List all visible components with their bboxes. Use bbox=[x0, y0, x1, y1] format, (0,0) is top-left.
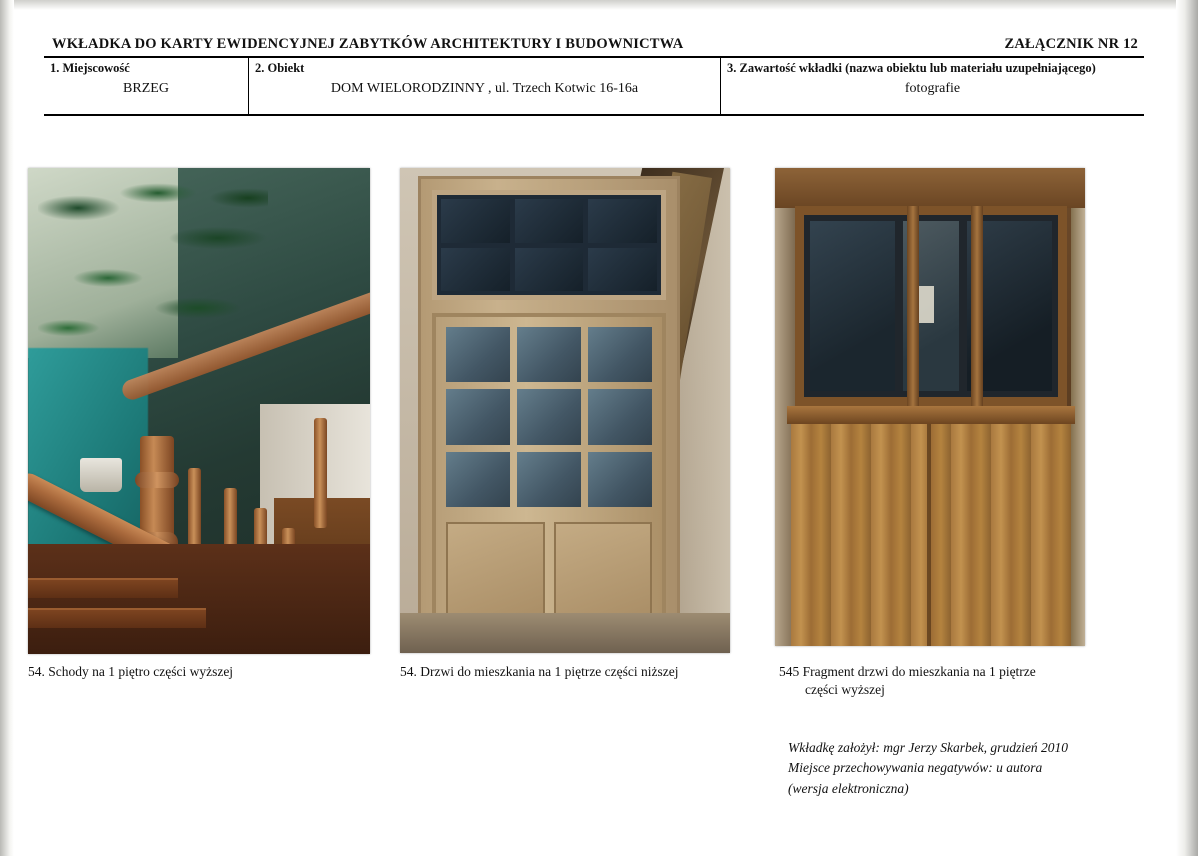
footer-line-version: (wersja elektroniczna) bbox=[788, 780, 909, 796]
window-mullion bbox=[907, 206, 919, 406]
caption-apartment-door: 54. Drzwi do mieszkania na 1 piętrze części niższej bbox=[400, 664, 679, 679]
door-lower-panels bbox=[446, 522, 652, 624]
door-leaf bbox=[432, 313, 666, 635]
baluster bbox=[314, 418, 327, 528]
door-pane bbox=[446, 389, 510, 444]
footer-line-negatives: Miejsce przechowywania negatywów: u autora bbox=[788, 760, 1043, 776]
caption-door-fragment-line2: części wyższej bbox=[805, 682, 885, 698]
door-transom-window bbox=[432, 190, 666, 300]
apartment-door-photo bbox=[400, 168, 730, 653]
annex-number: ZAŁĄCZNIK NR 12 bbox=[1004, 36, 1138, 52]
transom-pane bbox=[515, 248, 584, 292]
door-pane bbox=[588, 327, 652, 382]
field-contents bbox=[721, 58, 1144, 114]
fragment-top-frame bbox=[775, 168, 1085, 208]
header-title-row bbox=[44, 36, 1144, 56]
field-locality bbox=[44, 58, 249, 114]
stair-step bbox=[28, 608, 206, 628]
scan-edge-top bbox=[0, 0, 1198, 10]
transom-pane bbox=[588, 248, 657, 292]
field-locality-label: 1. Miejscowość bbox=[50, 61, 130, 75]
field-object-value: DOM WIELORODZINNY , ul. Trzech Kotwic 16-16a bbox=[330, 81, 639, 96]
door-glazing-grid bbox=[446, 327, 652, 507]
photo-strip bbox=[0, 168, 1198, 668]
header-table bbox=[44, 58, 1144, 116]
document-header bbox=[44, 36, 1144, 136]
door-panel bbox=[554, 522, 653, 624]
staircase-photo bbox=[28, 168, 370, 654]
field-object-label: 2. Obiekt bbox=[255, 61, 305, 75]
door-pane bbox=[446, 452, 510, 507]
door-pane bbox=[517, 389, 581, 444]
flower-pot bbox=[80, 458, 122, 492]
window-mullion bbox=[971, 206, 983, 406]
caption-door-fragment-line1: 545 Fragment drzwi do mieszkania na 1 piętrze bbox=[779, 664, 1036, 679]
corridor-floor bbox=[400, 613, 730, 653]
door-fragment-photo bbox=[775, 168, 1085, 646]
door-pane bbox=[517, 452, 581, 507]
transom-pane bbox=[588, 199, 657, 243]
window-sill bbox=[787, 406, 1075, 424]
field-contents-value: fotografie bbox=[904, 81, 961, 96]
staircase-floor bbox=[28, 544, 370, 654]
window-pane-left bbox=[810, 221, 895, 391]
field-object bbox=[249, 58, 721, 114]
transom-pane bbox=[441, 248, 510, 292]
plank-cladding bbox=[791, 424, 1071, 646]
door-pane bbox=[588, 389, 652, 444]
stair-step bbox=[28, 578, 178, 598]
door-pane bbox=[588, 452, 652, 507]
potted-plant-foliage bbox=[38, 168, 268, 398]
field-contents-label: 3. Zawartość wkładki (nazwa obiektu lub materiału uzupełniającego) bbox=[727, 61, 1096, 75]
field-locality-value: BRZEG bbox=[123, 81, 169, 96]
footer-line-author: Wkładkę założył: mgr Jerzy Skarbek, grudzień 2010 bbox=[788, 740, 1069, 755]
door-pane bbox=[517, 327, 581, 382]
page-title: WKŁADKA DO KARTY EWIDENCYJNEJ ZABYTKÓW ARCHITEKTURY I BUDOWNICTWA bbox=[52, 36, 684, 52]
transom-pane bbox=[441, 199, 510, 243]
footer-note bbox=[788, 738, 1168, 799]
plank-seam bbox=[927, 424, 931, 646]
door-panel bbox=[446, 522, 545, 624]
caption-staircase: 54. Schody na 1 piętro części wyższej bbox=[28, 664, 234, 679]
transom-pane bbox=[515, 199, 584, 243]
caption-door-fragment bbox=[779, 663, 1109, 699]
fragment-window bbox=[795, 206, 1067, 406]
door-pane bbox=[446, 327, 510, 382]
